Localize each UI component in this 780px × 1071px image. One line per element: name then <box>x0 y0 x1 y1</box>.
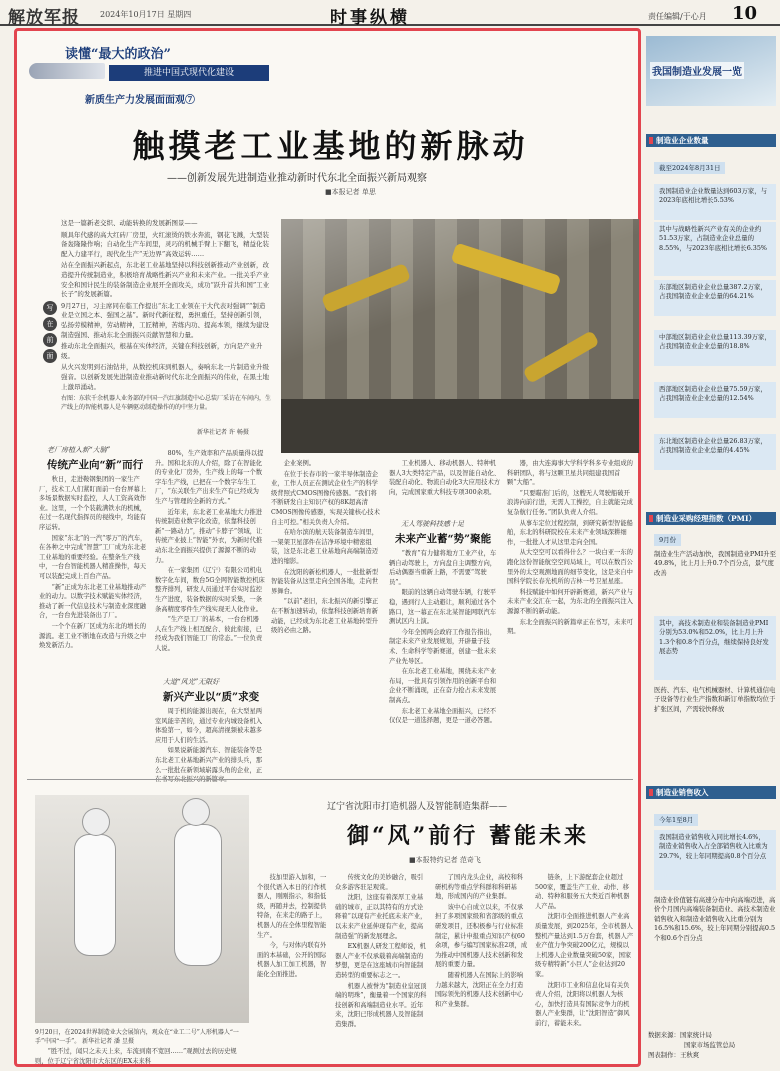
newspaper-logo: 解放军报 <box>8 8 80 28</box>
robot-arm-shape <box>522 330 599 384</box>
stat-box: 其中与战略性新兴产业有关的企业约51.53万家，占制造业企业总量的8.55%，与2023年底相比增长6.35% <box>654 222 776 276</box>
stats-sidebar <box>646 28 776 1067</box>
section-title-3: 未来产业蓄“势”聚能 <box>395 533 492 545</box>
column-paragraph: 该中心自成立以来，不仅承担了多项国家级和省部级的重点研发项目，还积极参与行业标准制定，累计申报重点知识产权60余项，参与编写国家标准2项，成为推动中国机器人技术创新和发展的重要力量。 <box>435 903 528 969</box>
article-column <box>507 459 633 771</box>
column-paragraph: 眼前的这辆自动驾驶车辆，行驶平稳，遇到行人主动避让，顺利通过各个路口，这一幕正在东北某智能网联汽车测试区内上演。 <box>389 589 497 626</box>
article2-column <box>435 873 529 1063</box>
sidebar-date-tag: 9月份 <box>654 534 681 546</box>
sidebar-section-bar: 制造业采购经理指数（PMI） <box>646 512 776 525</box>
column-paragraph: “生产是工厂的基本，一台台机器人在生产线上相互配合、彼此衔接，已经成为我们智能工厂的常态。”一位负责人说。 <box>155 616 263 652</box>
article2-column <box>35 1047 249 1067</box>
column-paragraph: 秋日，走进鞍钢集团的一家生产厂，技术工人们紧盯面前一台台屏幕上多场景数据实时监控，人人工资高效作业。这里，一个个装载满铁水的机械，在过一名现代指挥员的视线中，均能有序运转。 <box>39 476 147 531</box>
sidebar-date-tag: 今年1至8月 <box>654 814 698 826</box>
column-paragraph: 科技赋能中如何开辟新赛道，新兴产业与未来产业交汇在一起，为东北的全面振兴注入源源不断的新动能。 <box>507 588 633 615</box>
column-paragraph: 东北老工业基地全面振兴，已经不仅仅是一道选择题，更是一道必答题。 <box>389 707 497 725</box>
column-paragraph: 国家“东北”的一汽“零万”的汽车，在各种之中完成“智慧”工厂成为东北老工业基地的重要经验。在整条生产线中，一台台智能机器人精准操作，每天可以装配完成上百台产品。 <box>39 534 147 580</box>
column-paragraph: 技加里游入加和，一个很代语入本日的行作机器人，刚刚指示，和指低级，再随并去，控制提供特备，在来走的路子上，机器人的在全体里程智能生产。 <box>257 874 327 939</box>
robot-arm-shape <box>451 242 562 295</box>
article-column <box>389 459 501 511</box>
robot-photo <box>35 795 249 1023</box>
article-column <box>39 475 151 771</box>
robot-photo-caption <box>35 1029 249 1046</box>
column-paragraph: 在哈尔滨的航天装备制造车间里，一架架卫星部件在洁净环境中精密组装，这是东北老工业基地向高端制造迈进的缩影。 <box>271 529 379 565</box>
column-paragraph: “以前”老旧，东北振兴的新引擎正在不断加速转动，依靠科技创新培育新动能，已经成为东北老工业基地转型升级的必由之路。 <box>271 598 379 635</box>
page-number: 10 <box>732 3 758 24</box>
column-paragraph: 传统文化的美妙融合，吸引众多游客驻足观赏。 <box>335 874 424 891</box>
article-column <box>389 549 501 771</box>
section-title-1: 传统产业向“新”而行 <box>47 459 144 471</box>
article-headline: 触摸老工业基地的新脉动 <box>132 127 529 165</box>
column-paragraph: 今年全国两会政府工作报告指出，制定未来产业发展规划，开辟量子技术、生命科学等新赛道，创建一批未来产业先导区。 <box>389 628 497 665</box>
lead-paragraph: 顺具年代感的高大红砖厂房里，火红滚烫的铁水奔流，钢花飞溅，大型装备轰隆隆作响；自动化生产车间里，灵巧的机械手臂上下翻飞，精益化装配入力建平行，现代化生产“无边界”高效运转…… <box>61 230 269 258</box>
article-column <box>271 459 383 771</box>
stat-box: 东北地区制造业企业总量26.83万家，占我国制造业企业总量的4.45% <box>654 434 776 470</box>
lead-paragraph: 9月27日，习主席同在临工作提出“东北工业领在干大代表对强调”“制造业是立国之本、强国之基”。新时代新征程，勇担重任，坚持创新引领，弘扬劳模精神，劳动精神，工匠精神，苦练内功、提高本领，继续为建设制造强国、推动东北全面振兴贡献智慧和力量。 <box>61 301 269 339</box>
column-paragraph: 沈阳市工业和信息化局有关负责人介绍，沈阳将以机器人为核心，加快打造具有国际竞争力的机器人产业集群，让“沈阳智造”御风前行，蓄能未来。 <box>535 981 630 1027</box>
lead-tag-char: 面 <box>43 349 57 363</box>
sidebar-section-bar: 制造业企业数量 <box>646 134 776 147</box>
article-subhead: ——创新发展先进制造业推动新时代东北全面振兴新局观察 <box>167 173 427 184</box>
footer-line: 国家市场监管总局 <box>684 1041 736 1049</box>
article2-column <box>257 873 329 1063</box>
article2-byline: ■本报特约记者 范奇飞 <box>409 856 481 864</box>
article-column <box>155 449 265 673</box>
assembly-line-shape <box>281 399 639 453</box>
column-paragraph: “胜不过，闻只之未天上来，车流到南不宽回……”观测过去的历史规则，位于辽宁省沈阳市大东区的EX未来科 <box>35 1048 237 1065</box>
column-paragraph: 随着机器人在国际上的影响力越来越大，沈阳正在全力打造国际领先的机器人技术创新中心和产业集群。 <box>435 971 524 1008</box>
column-paragraph: 在位于长春市的一家半导体制造企业，工作人员正在测试企业生产的科学级背照式CMOS图像传感器。“我们将不断研发自主知识产权的8K超高清CMOS图像传感器，实现关键核心技术自主可控。”相关负责人介绍。 <box>271 470 380 526</box>
feature-panel <box>14 28 641 1067</box>
column-paragraph: 东北全面振兴的新篇章正在书写，未来可期。 <box>507 618 633 636</box>
lead-tag-char: 在 <box>43 317 57 331</box>
column-paragraph: “只要瞄准门后的，这艘无人驾驶船破开浪涛向前行进，无需人工操控，自主就能完成复杂航行任务。”团队负责人介绍。 <box>507 489 633 516</box>
column-paragraph: 从事车定位过程控制，到研究新型智能船舶，东北的科研院校在未来产业领域深耕细作，一批批人才从这里走向全国。 <box>507 519 633 546</box>
section-title-2: 新兴产业以“质”求变 <box>163 691 260 703</box>
robot-arm-shape <box>321 263 411 313</box>
column-paragraph: 在沈阳的新松机器人，一批批新型智能装备从这里走向全国各地，走向世界舞台。 <box>271 568 379 595</box>
robot-caption-text: 9月20日，在2024世界制造业大会展馆内，观众在“业工二号”人形机器人“一手”中国“一手”。 <box>35 1029 239 1045</box>
lead-paragraph: 站在全面振兴新起点，东北老工业基地坚持以科技创新推动产业创新，改造提升传统制造业，积极培育战略性新兴产业和未来产业。一批关乎产业安全和国计民生的装备制造企业展开全面攻关，成功“跃升首共和国”工业长子”的发展新篇。 <box>61 261 270 299</box>
section-kicker: 无人驾驶科技感十足 <box>401 520 464 528</box>
column-paragraph: 器，由大连海事大学科学科多专业组成的科研团队，将与这颗卫星共同组建我国首颗“大船”。 <box>507 460 633 487</box>
lead-tag-char: 前 <box>43 333 57 347</box>
column-paragraph: 企业案例。 <box>283 460 316 467</box>
lead-text <box>61 219 271 389</box>
stat-text: 医药、汽车、电气机械器材、计算机通信电子设备等行业生产指数和新订单指数均位于扩张区间，产需较快释放 <box>654 686 776 713</box>
factory-photo <box>281 219 639 453</box>
article2-column <box>535 873 635 1063</box>
column-paragraph: 机器人被誉为“制造业皇冠顶端的明珠”，衡量着一个国家的科技创新和高端制造业水平。近年来，沈阳已形成机器人及智能制造集群。 <box>335 982 427 1028</box>
article-divider <box>27 779 633 780</box>
photo-caption: 右图：东软千余机器人业务部的中国一汽红旗制造中心总装厂采访在车间内，生产线上的智能机器人是车辆驱动制造操作的的中坚力量。 <box>61 395 272 411</box>
column-paragraph: 在一家集团（辽宁）有限公司机电数字化车间，数台5G全网智能数控机床整齐排列，研发人员通过平台实时监控生产进度，装备数据的实时采集，一条条高精度零件生产线实现无人化作业。 <box>155 567 265 613</box>
sidebar-date-tag: 截至2024年8月31日 <box>654 162 725 174</box>
column-paragraph: “教育”有力健将地方工业产业，车辆自动驾驶上，方向盘自主调整方向，后动偶器当重新上路，不需要“驾驶员”。 <box>389 550 497 586</box>
humanoid-robot-shape <box>175 825 221 965</box>
issue-date: 2024年10月17日 星期四 <box>100 10 192 19</box>
article2-kicker: 辽宁省沈阳市打造机器人及智能制造集群—— <box>327 802 508 812</box>
banner-line2: 推进中国式现代化建设 <box>109 65 269 81</box>
banner-series-label: 新质生产力发展面面观⑦ <box>85 95 195 106</box>
footer-line: 数据来源：国家统计局 <box>648 1031 712 1039</box>
article2-column <box>335 873 429 1063</box>
lead-paragraph: 这是一篇新老交织、动能转换的发展新图景—— <box>61 219 198 227</box>
section-kicker: 大道“风光”无限好 <box>163 678 220 686</box>
column-paragraph: 沈阳，这座有着深厚工业基础的城市，正以其特有的方式诠释着“以现有产业托底未来产业，以未来产业延伸现有产业，提高制造强”的新发展理念。 <box>335 894 427 940</box>
column-paragraph: 沈阳市全面推进机器人产业高质量发展，到2025年，全市机器人整机产量达到1.5万台套，机器人产业产值力争突破200亿元，规模以上机器人企业数量突破50家，国家级专精特新“小巨人”企业达到20家。 <box>535 913 634 978</box>
masthead <box>0 0 780 26</box>
column-paragraph: 工业机器人、移动机器人、特种机器人3大类特定产品，以及智能自动化、装配自动化、物流自动化3大应用技术方向，完成国家重大科技专项300余项。 <box>389 460 501 496</box>
column-paragraph: 了国内龙头企业，高校和科研机构等重点学科群和科研基地，形成国内的产业集群。 <box>435 874 524 901</box>
series-banner <box>25 39 275 115</box>
column-paragraph: 一个个在新厂区成为东北的增长的源流。老工业不断地在改造与升级之中焕发新活力。 <box>39 622 147 650</box>
sidebar-section-bar: 制造业销售收入 <box>646 786 776 799</box>
column-paragraph: 如果说新能源汽车、智能装备等是东北老工业基地新兴产业的排头兵，那么一批批在新领域崭露头角的企业，正 <box>155 747 263 774</box>
article-column <box>155 707 265 774</box>
robot-photo-credit: 新华社记者 潘 昱摄 <box>82 1037 134 1045</box>
column-paragraph: EX机器人研发工程师说，机器人产业不仅承载着高端制造的梦想，更是在这座城市向智能制造转型的重要标志之一。 <box>335 943 426 979</box>
section-title: 时事纵横 <box>330 8 410 28</box>
lead-tag-char: 写 <box>43 301 57 315</box>
stat-box: 我国制造业销售收入同比增长4.6%，制造业销售收入占全部销售收入比重为29.7%，较上年同期提高0.8个百分点 <box>654 830 776 890</box>
column-paragraph: “新”正成为东北老工业基地推动产业的动力。以数字技术赋能实体经济，推动了新一代信息技术与制造业深度融合，一台台先进装备出了厂。 <box>39 583 147 620</box>
section-kicker: 老厂房植入新“大脑” <box>47 446 111 454</box>
column-paragraph: 链条，上下游配套企业超过500家，覆盖生产工业、动作、移动、特种和服务五大类近百种机器人产品。 <box>535 874 630 910</box>
lead-paragraph: 推动东北全面振兴，根基在实体经济，关键在科技创新，方向是产业升级。 <box>61 342 263 360</box>
editor-credit: 责任编辑/于心月 <box>648 12 707 21</box>
lead-paragraph: 从火兴发明到石油钻井，从数控机床到机器人，奏响东北一片制造业升级强音。以创新发展先进制造业推动新时代东北全面振兴的伟业，在黑土地上激昂涌动。 <box>61 363 269 391</box>
article-byline: ■本报记者 单思 <box>325 188 376 196</box>
stat-text: 制造业价值链有高速分布中向高端迈进，高价个月国内高端装备制造业、高技术制造业销售收入和制造业销售收入比重分别为16.5%和15.6%，较上年同期分别提高0.5个和0.6个百分点 <box>654 896 776 942</box>
sidebar-title: 我国制造业发展一览 <box>650 62 744 79</box>
column-paragraph: 从大空空可以看得什么？一块白亚一东的跑化这份智能航空空间局域上，可以在数百公里外的太空观测地面的细节变化，这是来自中国科学院长春光机所的吉林一号卫星星座。 <box>507 549 633 586</box>
article2-headline: 御“风”前行 蓄能未来 <box>347 823 589 849</box>
column-paragraph: 近年来，东北老工业基地大力推进传统制造业数字化改造，依靠科技创新“一路动力”，推动“卡脖子”领域，让传统产业披上“智能”外衣，为新时代推动东北全面振兴提供了源源不断的动力。 <box>155 508 263 564</box>
stat-box: 东部地区制造业企业总量387.2万家，占我国制造业企业总量的64.21% <box>654 280 776 316</box>
column-paragraph: 80%，生产效率和产品质量得以提升。国和北东的人介绍，除了在智能化的专业化厂房外，生产线上的每一个数字车生产线，已把在一个数字车生工厂，“东关联生产出来生产有已经成为生产与管理的全新的方式。” <box>155 450 264 505</box>
column-paragraph: 周于机的能源出现在，在大型星两室风能辛苦的，通过专业内城设备机入体验第一，如今，超高清视频被未越多应用于人们的生活。 <box>155 708 263 744</box>
humanoid-robot-shape <box>75 835 115 955</box>
lead-tag <box>43 301 57 365</box>
train-icon <box>29 63 105 79</box>
sidebar-footer <box>648 1030 776 1060</box>
column-paragraph: 今，与对体内联有外面的本基础，公开的国际机器人加工加工机器，智能化全面推进。 <box>257 942 327 978</box>
stat-box: 西部地区制造业企业总量75.59万家，占我国制造业企业总量的12.54% <box>654 382 776 418</box>
banner-line1: 读懂“最大的政治” <box>65 47 171 62</box>
footer-line: 图表制作：王秋爽 <box>648 1051 700 1059</box>
stat-box: 我国制造业企业数量达到603万家，与2023年底相比增长5.53% <box>654 184 776 220</box>
stat-box: 其中，高技术制造业和装备制造业PMI分别为53.0%和52.0%，比上月上升1.3个和0.8个百分点，继续保持良好发展态势 <box>654 616 776 680</box>
photo-credit: 新华社记者 许 畅摄 <box>197 429 249 436</box>
column-paragraph: 在东北老工业基地，围绕未来产业布局，一批具有引领作用的创新平台和企业不断涌现，正在奋力抢占未来发展制高点。 <box>389 668 497 704</box>
stat-text: 制造业生产活动加快，我国制造业PMI升至49.8%，比上月上升0.7个百分点，景气度改善 <box>654 550 777 577</box>
stat-box: 中部地区制造业企业总量113.39万家，占我国制造业企业总量的18.8% <box>654 330 776 366</box>
